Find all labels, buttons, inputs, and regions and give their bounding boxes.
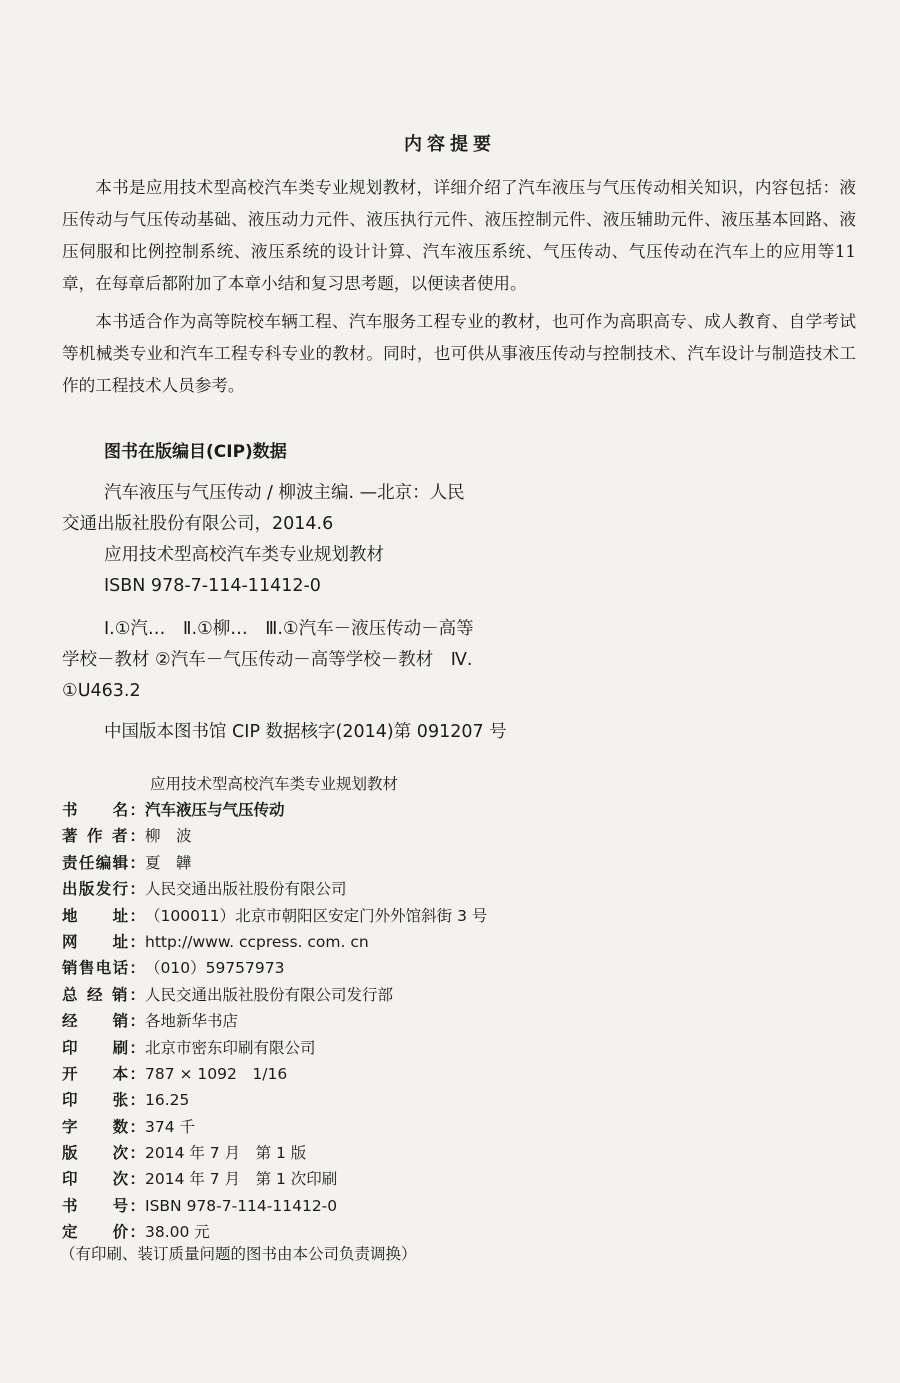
info-label: 著 作 者： bbox=[62, 827, 145, 846]
info-label: 书 号： bbox=[62, 1196, 145, 1215]
abstract-title: 内容提要 bbox=[404, 134, 496, 155]
info-label: 版 次： bbox=[62, 1144, 145, 1163]
publication-info-table bbox=[62, 797, 487, 1246]
cip-record bbox=[62, 478, 622, 707]
publication-info-row bbox=[62, 955, 487, 981]
publication-info-row bbox=[62, 1140, 487, 1166]
cip-spacer bbox=[62, 602, 622, 614]
info-value: 374 千 bbox=[145, 1117, 196, 1136]
publication-info-row bbox=[62, 982, 487, 1008]
info-value: 人民交通出版社股份有限公司发行部 bbox=[145, 985, 394, 1004]
info-value: 柳 波 bbox=[145, 827, 192, 846]
cip-number-line: 中国版本图书馆 CIP 数据核字(2014)第 091207 号 bbox=[104, 722, 507, 742]
cip-line: ①U463.2 bbox=[62, 681, 141, 701]
info-label: 网 址： bbox=[62, 932, 145, 951]
info-label: 责任编辑： bbox=[62, 853, 145, 872]
publication-info-row bbox=[62, 1166, 487, 1192]
publication-info-row bbox=[62, 1114, 487, 1140]
info-value: （100011）北京市朝阳区安定门外外馆斜街 3 号 bbox=[145, 906, 488, 925]
cip-line: Ⅰ.①汽… Ⅱ.①柳… Ⅲ.①汽车－液压传动－高等 bbox=[104, 619, 474, 639]
cip-line: 汽车液压与气压传动 / 柳波主编. —北京：人民 bbox=[104, 483, 465, 503]
info-label: 定 价： bbox=[62, 1223, 145, 1242]
info-value: http://www. ccpress. com. cn bbox=[145, 932, 369, 951]
info-label: 经 销： bbox=[62, 1012, 145, 1031]
info-value: 夏 韡 bbox=[145, 853, 192, 872]
publication-info-row bbox=[62, 850, 487, 876]
info-value: 38.00 元 bbox=[145, 1223, 210, 1242]
cip-line: 交通出版社股份有限公司，2014.6 bbox=[62, 514, 334, 534]
publication-info-row bbox=[62, 876, 487, 902]
info-value: （010）59757973 bbox=[145, 959, 285, 978]
info-value: ISBN 978-7-114-11412-0 bbox=[145, 1196, 338, 1215]
publication-info-row bbox=[62, 1087, 487, 1113]
info-label: 印 次： bbox=[62, 1170, 145, 1189]
publication-info-row bbox=[62, 903, 487, 929]
publication-info-row bbox=[62, 929, 487, 955]
cip-line: 学校－教材 ②汽车－气压传动－高等学校－教材 Ⅳ. bbox=[62, 650, 473, 670]
publication-info-row bbox=[62, 1193, 487, 1219]
info-value: 787 × 1092 1/16 bbox=[145, 1064, 288, 1083]
info-value: 汽车液压与气压传动 bbox=[145, 801, 285, 819]
info-label: 印 刷： bbox=[62, 1038, 145, 1057]
cip-title: 图书在版编目(CIP)数据 bbox=[104, 442, 287, 462]
publication-info-row bbox=[62, 1035, 487, 1061]
info-value: 各地新华书店 bbox=[145, 1012, 239, 1031]
publication-info-row bbox=[62, 1061, 487, 1087]
info-label: 地 址： bbox=[62, 906, 145, 925]
info-label: 印 张： bbox=[62, 1091, 145, 1110]
info-value: 北京市密东印刷有限公司 bbox=[145, 1038, 316, 1057]
info-value: 人民交通出版社股份有限公司 bbox=[145, 880, 347, 899]
abstract-paragraph: 本书适合作为高等院校车辆工程、汽车服务工程专业的教材，也可作为高职高专、成人教育、自学考试等机械类专业和汽车工程专科专业的教材。同时，也可供从事液压传动与控制技术、汽车设计与制造技术工作的工程技术人员参考。 bbox=[62, 312, 856, 395]
publication-info-row bbox=[62, 797, 487, 823]
series-name: 应用技术型高校汽车类专业规划教材 bbox=[150, 775, 399, 793]
publication-info-row bbox=[62, 1008, 487, 1034]
info-value: 2014 年 7 月 第 1 次印刷 bbox=[145, 1170, 338, 1189]
info-label: 总 经 销： bbox=[62, 985, 145, 1004]
info-label: 字 数： bbox=[62, 1117, 145, 1136]
info-value: 2014 年 7 月 第 1 版 bbox=[145, 1144, 307, 1163]
abstract-paragraph: 本书是应用技术型高校汽车类专业规划教材，详细介绍了汽车液压与气压传动相关知识，内容包括：液压传动与气压传动基础、液压动力元件、液压执行元件、液压控制元件、液压辅助元件、液压基本回路、液压伺服和比例控制系统、液压系统的设计计算、汽车液压系统、气压传动、气压传动在汽车上的应用等11章，在每章后都附加了本章小结和复习思考题，以便读者使用。 bbox=[62, 178, 856, 293]
info-label: 销售电话： bbox=[62, 959, 145, 978]
info-value: 16.25 bbox=[145, 1091, 190, 1110]
publication-info-row bbox=[62, 823, 487, 849]
cip-line: ISBN 978-7-114-11412-0 bbox=[104, 576, 321, 596]
abstract-body bbox=[62, 172, 856, 408]
cip-line: 应用技术型高校汽车类专业规划教材 bbox=[104, 545, 384, 565]
quality-note: （有印刷、装订质量问题的图书由本公司负责调换） bbox=[60, 1245, 417, 1263]
info-label: 开 本： bbox=[62, 1064, 145, 1083]
info-label: 出版发行： bbox=[62, 880, 145, 899]
info-label: 书 名： bbox=[62, 801, 145, 819]
